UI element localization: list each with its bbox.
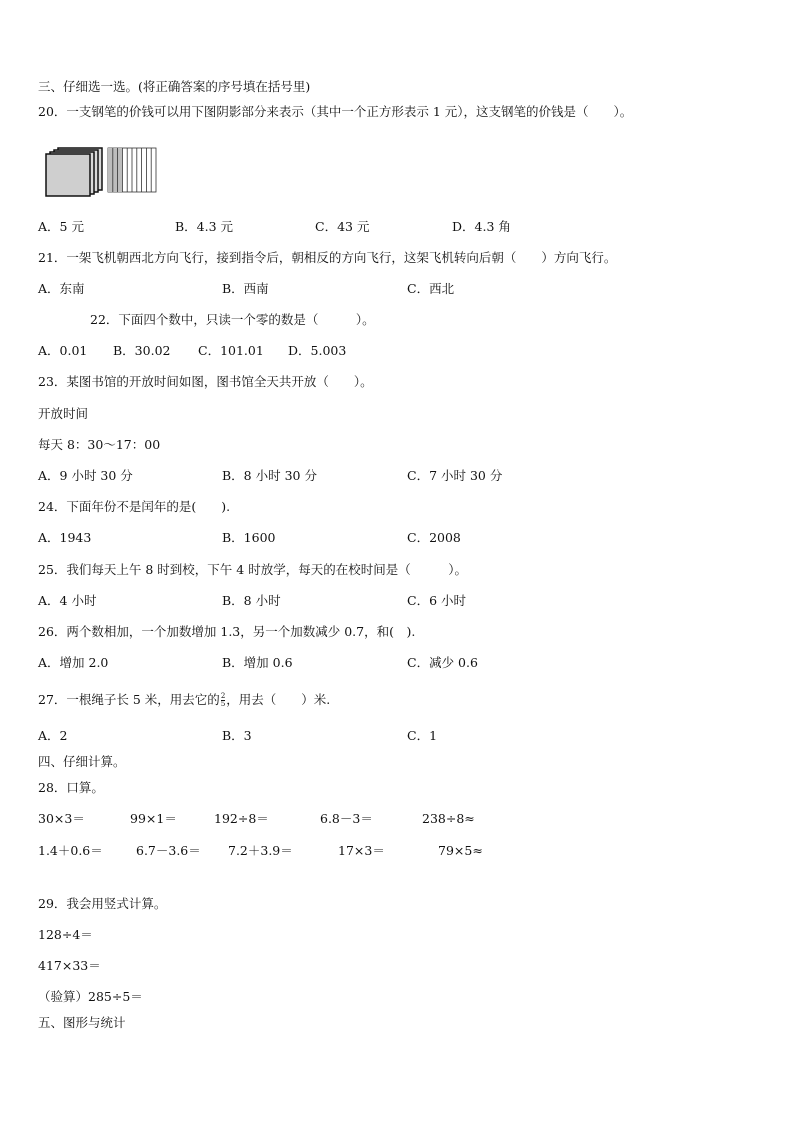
q29-item-3: （验算）285÷5＝ <box>38 989 143 1004</box>
q23-option-a[interactable]: A．9 小时 30 分 <box>38 468 133 483</box>
calc-item: 99×1＝ <box>130 811 177 826</box>
q22-option-a[interactable]: A．0.01 <box>38 343 88 358</box>
q20-option-b[interactable]: B．4.3 元 <box>175 219 234 234</box>
q21-option-b[interactable]: B．西南 <box>222 281 269 296</box>
calc-item: 30×3＝ <box>38 811 85 826</box>
fraction-numerator: 2 <box>220 692 226 700</box>
q26-options <box>38 655 758 671</box>
q27-option-a[interactable]: A．2 <box>38 728 68 743</box>
q24-options <box>38 530 758 546</box>
q24-option-a[interactable]: A．1943 <box>38 530 92 545</box>
q23-options <box>38 468 758 484</box>
calc-item: 17×3＝ <box>338 843 385 858</box>
q22-options <box>38 343 758 359</box>
q21-stem: 21．一架飞机朝西北方向飞行，接到指令后，朝相反的方向飞行，这架飞机转向后朝（ ）方向飞行。 <box>38 250 617 265</box>
q27-fraction <box>221 693 225 708</box>
q25-options <box>38 593 758 609</box>
q27-option-b[interactable]: B．3 <box>222 728 252 743</box>
q20-option-a[interactable]: A．5 元 <box>38 219 84 234</box>
q26-stem: 26．两个数相加，一个加数增加 1.3，另一个加数减少 0.7，和( ). <box>38 624 416 639</box>
q20-option-c[interactable]: C．43 元 <box>315 219 370 234</box>
q21-option-a[interactable]: A．东南 <box>38 281 85 296</box>
q26-option-a[interactable]: A．增加 2.0 <box>38 655 109 670</box>
q29-item-2: 417×33＝ <box>38 958 101 973</box>
q27-option-c[interactable]: C．1 <box>407 728 438 743</box>
q27-stem <box>38 692 330 708</box>
q27-stem-end: ，用去（ ）米. <box>226 692 331 707</box>
q23-stem: 23．某图书馆的开放时间如图，图书馆全天共开放（ ）。 <box>38 374 373 389</box>
q21-option-c[interactable]: C．西北 <box>407 281 455 296</box>
q23-option-b[interactable]: B．8 小时 30 分 <box>222 468 317 483</box>
q23-info-hours: 每天 8：30～17：00 <box>38 437 161 452</box>
q28-row-2 <box>38 843 758 859</box>
q26-option-b[interactable]: B．增加 0.6 <box>222 655 293 670</box>
q24-option-b[interactable]: B．1600 <box>222 530 276 545</box>
q22-option-b[interactable]: B．30.02 <box>113 343 171 358</box>
q21-options <box>38 281 758 297</box>
q20-stem: 20．一支钢笔的价钱可以用下图阴影部分来表示（其中一个正方形表示 1 元），这支钢笔的价钱是（ ）。 <box>38 104 633 119</box>
fraction-denominator: 5 <box>220 700 226 708</box>
tenth-strips <box>108 148 156 192</box>
q20-options <box>38 219 758 235</box>
calc-item: 6.7－3.6＝ <box>136 843 201 858</box>
q29-stem: 29．我会用竖式计算。 <box>38 896 167 911</box>
q24-stem: 24．下面年份不是闰年的是( ). <box>38 499 231 514</box>
calc-item: 7.2＋3.9＝ <box>228 843 293 858</box>
q20-figure <box>44 146 160 198</box>
q23-info-title: 开放时间 <box>38 406 89 421</box>
q27-stem-start: 27．一根绳子长 5 米，用去它的 <box>38 692 220 707</box>
q23-option-c[interactable]: C．7 小时 30 分 <box>407 468 503 483</box>
section-4-title: 四、仔细计算。 <box>38 754 126 769</box>
q24-option-c[interactable]: C．2008 <box>407 530 461 545</box>
q26-option-c[interactable]: C．减少 0.6 <box>407 655 478 670</box>
q25-stem: 25．我们每天上午 8 时到校，下午 4 时放学，每天的在校时间是（ ）。 <box>38 562 467 577</box>
section-3-title: 三、仔细选一选。(将正确答案的序号填在括号里) <box>38 79 311 94</box>
calc-item: 79×5≈ <box>438 843 483 858</box>
q25-option-a[interactable]: A．4 小时 <box>38 593 97 608</box>
section-5-title: 五、图形与统计 <box>38 1015 126 1030</box>
q22-stem: 22．下面四个数中，只读一个零的数是（ ）。 <box>90 312 375 327</box>
calc-item: 6.8－3＝ <box>320 811 373 826</box>
q25-option-b[interactable]: B．8 小时 <box>222 593 281 608</box>
q22-option-d[interactable]: D．5.003 <box>288 343 347 358</box>
q29-item-1: 128÷4＝ <box>38 927 93 942</box>
q27-options <box>38 728 758 744</box>
stacked-squares <box>46 148 102 196</box>
q22-option-c[interactable]: C．101.01 <box>198 343 264 358</box>
q25-option-c[interactable]: C．6 小时 <box>407 593 466 608</box>
q28-stem: 28．口算。 <box>38 780 104 795</box>
calc-item: 238÷8≈ <box>422 811 475 826</box>
calc-item: 192÷8＝ <box>214 811 269 826</box>
q28-row-1 <box>38 811 758 827</box>
q20-option-d[interactable]: D．4.3 角 <box>452 219 511 234</box>
calc-item: 1.4＋0.6＝ <box>38 843 103 858</box>
